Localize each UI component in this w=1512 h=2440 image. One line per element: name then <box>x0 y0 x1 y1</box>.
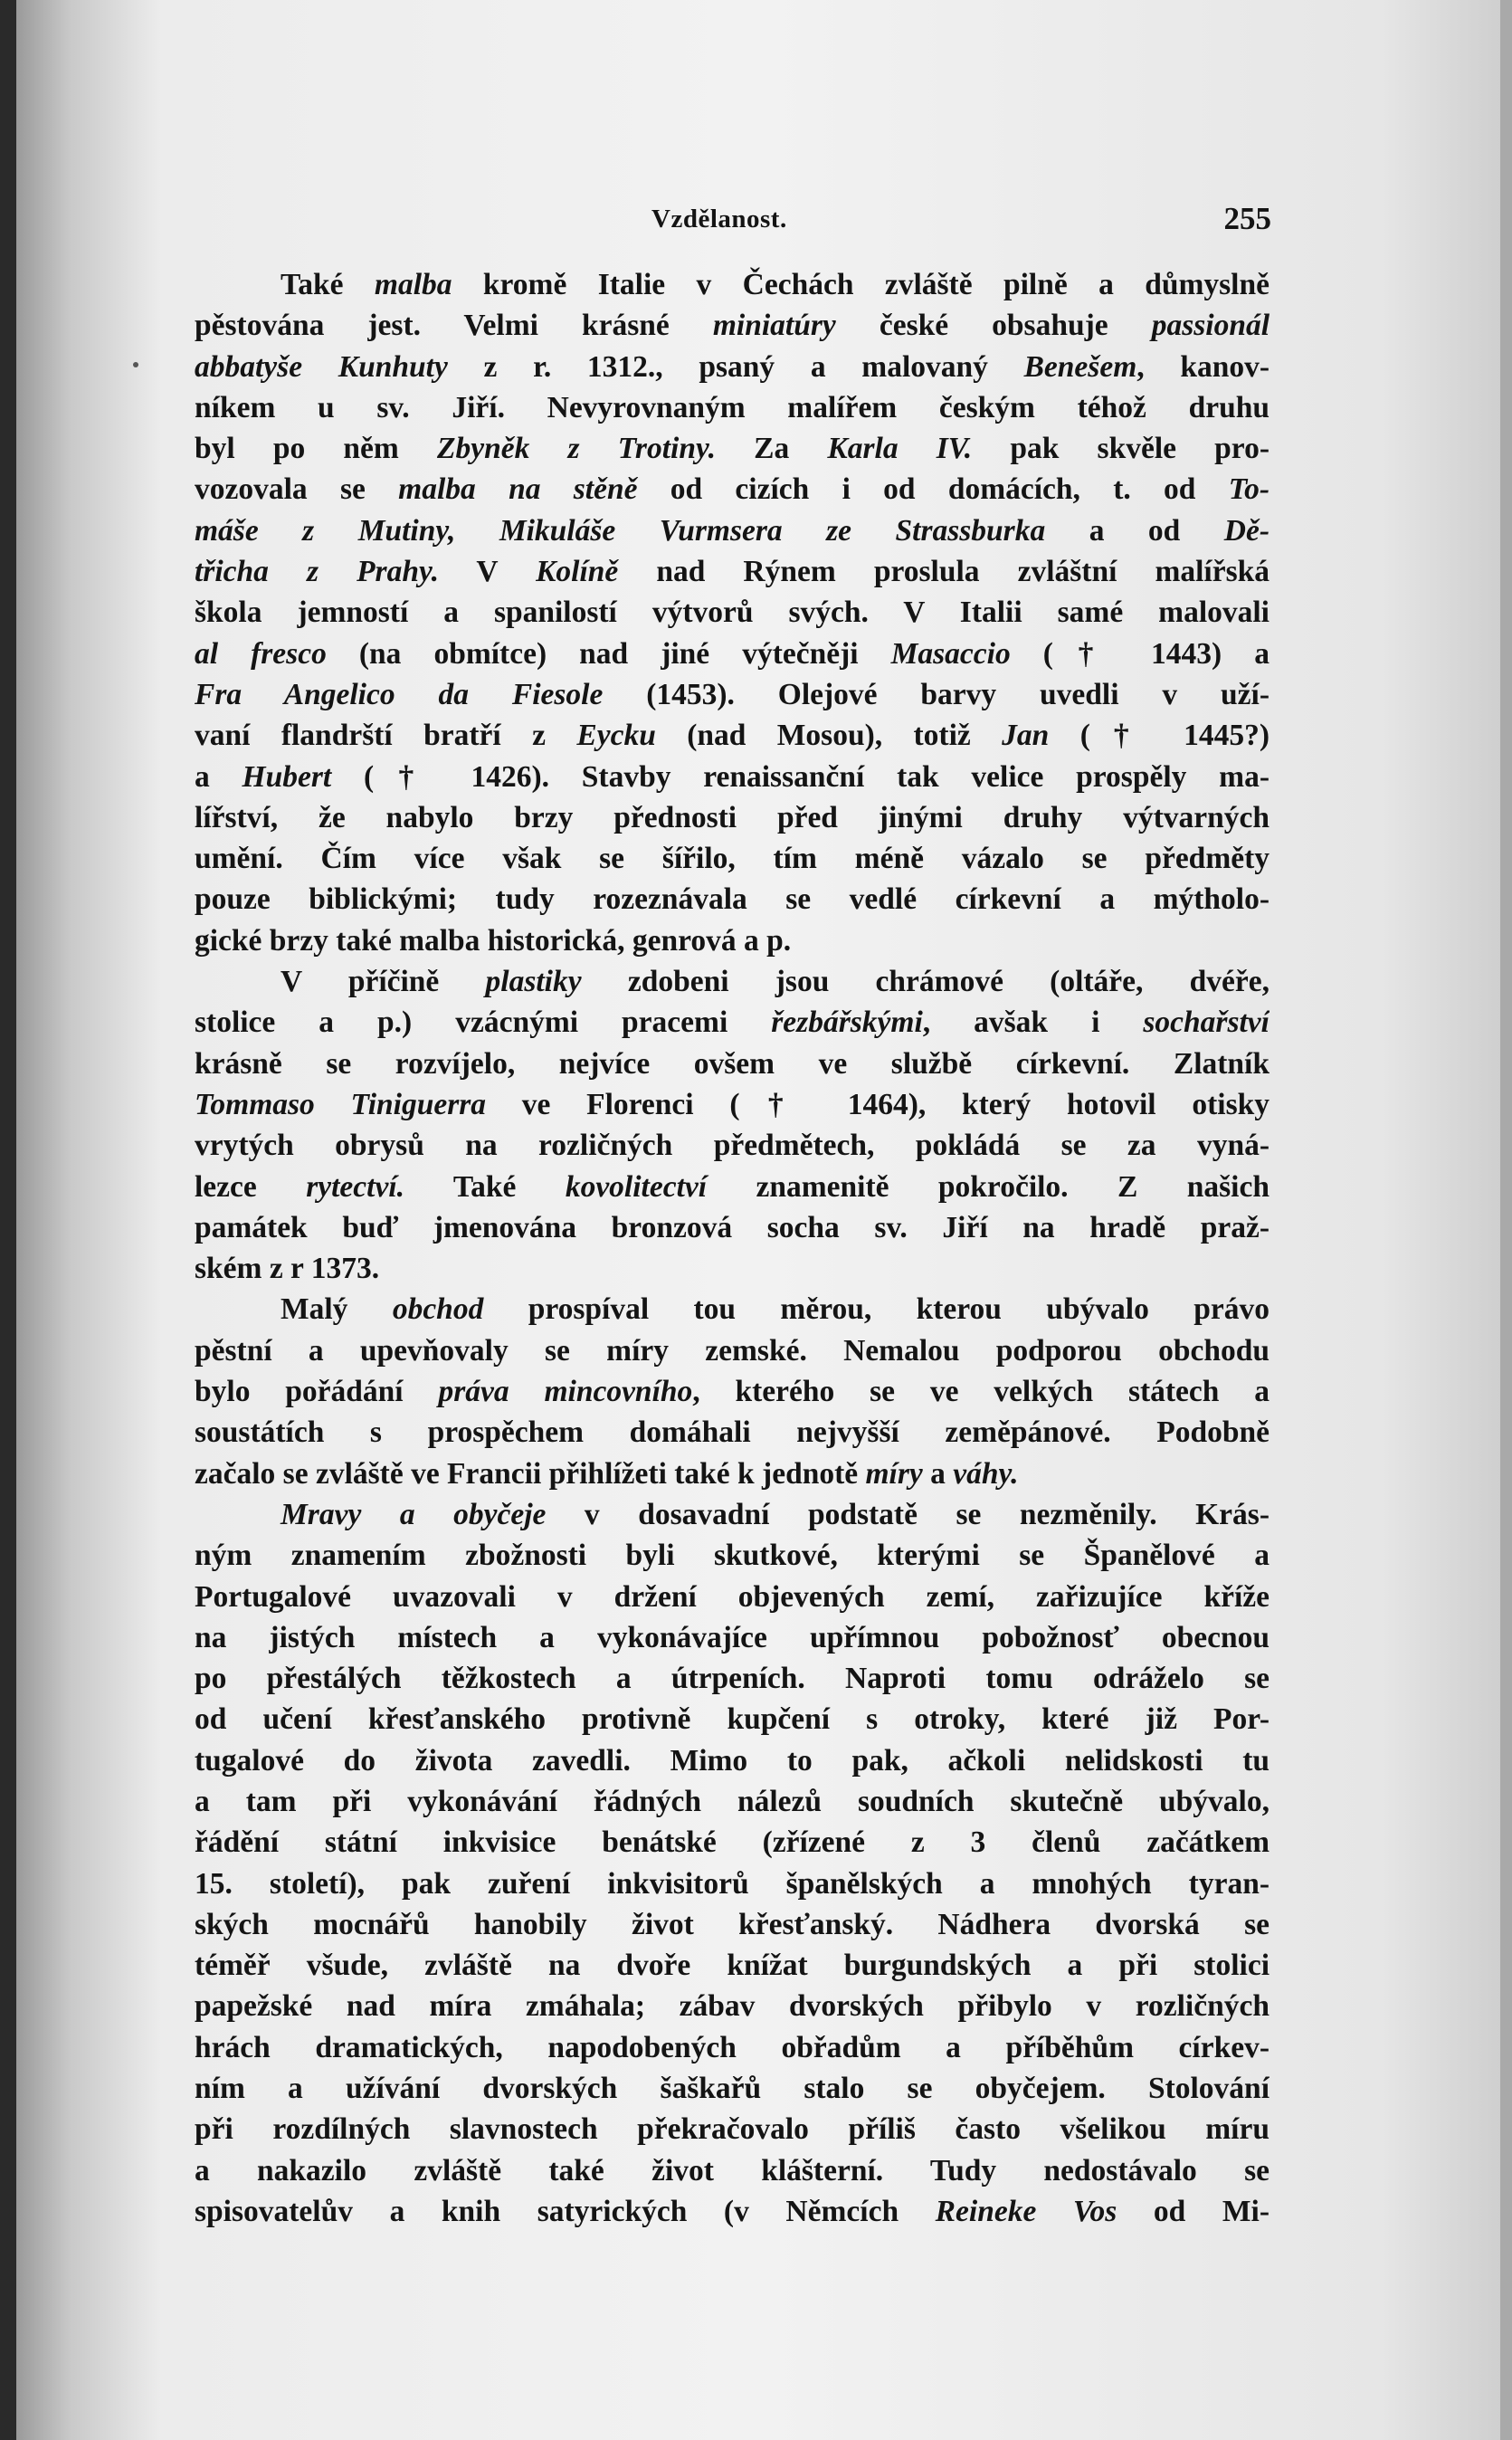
text-run: ním a užívání dvorských šaškařů stalo se obyčejem. Stolování <box>195 2072 1270 2106</box>
text-run: nad Rýnem proslula zvláštní malířská <box>618 555 1270 589</box>
text-line <box>195 1002 1270 1043</box>
italic-term: třicha z Prahy. <box>195 555 439 589</box>
italic-term: Fra Angelico da Fiesole <box>195 677 604 711</box>
text-line <box>195 1658 1270 1699</box>
text-line <box>195 387 1270 428</box>
text-line <box>195 920 1270 961</box>
italic-term: Zbyněk z Trotiny. <box>436 432 716 466</box>
text-line <box>195 2068 1270 2109</box>
text-run: téměř všude, zvláště na dvoře knížat burgundských a při stolici <box>195 1949 1270 1983</box>
italic-term: Reineke Vos <box>935 2194 1117 2228</box>
text-line <box>195 1740 1270 1781</box>
text-run: od Mi- <box>1117 2194 1270 2228</box>
italic-term: kovolitectví <box>565 1169 708 1204</box>
text-run: z r. 1312., psaný a malovaný <box>447 349 1024 384</box>
text-line <box>195 1945 1270 1986</box>
italic-term: Mravy a obyčeje <box>281 1497 547 1531</box>
italic-term: máše z Mutiny, Mikuláše Vurmsera ze Strassburka <box>195 513 1046 548</box>
text-line <box>195 1781 1270 1822</box>
italic-term: Hubert <box>242 759 332 794</box>
text-run: pěstována jest. Velmi krásné <box>195 309 713 343</box>
italic-term: Eycku <box>576 719 656 753</box>
page-number: 255 <box>1223 201 1271 236</box>
text-run: († 1443) a <box>1010 636 1270 671</box>
text-run: od cizích i od domácích, t. od <box>637 472 1229 507</box>
running-head: Vzdělanost. <box>651 205 787 234</box>
text-run: škola jemností a spanilostí výtvorů svých. V Italii samé malovali <box>195 596 1270 630</box>
text-run: níkem u sv. Jiří. Nevyrovnaným malířem českým téhož druhu <box>195 390 1270 424</box>
text-line <box>195 1577 1270 1617</box>
text-line <box>195 1044 1270 1084</box>
text-run: gické brzy také malba historická, genrová a p. <box>195 923 792 958</box>
text-run: na jistých místech a vykonávajíce upřímnou pobožnosť obecnou <box>195 1620 1270 1654</box>
italic-term: Kolíně <box>536 555 619 589</box>
italic-term: sochařství <box>1143 1006 1270 1040</box>
italic-term: váhy. <box>953 1456 1019 1491</box>
text-run: Také <box>281 268 375 301</box>
text-line <box>195 1289 1270 1330</box>
italic-term: Karla IV. <box>827 432 973 466</box>
margin-speck <box>133 362 138 367</box>
text-run: po přestálých těžkostech a útrpeních. Naproti tomu odráželo se <box>195 1662 1270 1696</box>
text-line <box>195 1125 1270 1166</box>
text-line <box>195 1494 1270 1535</box>
text-line <box>195 961 1270 1002</box>
italic-term: Dě- <box>1223 513 1270 548</box>
text-line <box>195 428 1270 469</box>
text-run: české obsahuje <box>835 309 1152 343</box>
text-line <box>195 1371 1270 1412</box>
text-run: , kanov- <box>1136 349 1270 384</box>
text-run: ným znamením zbožnosti byli skutkové, kterými se Španělové a <box>195 1539 1270 1573</box>
text-run: († 1426). Stavby renaissanční tak velice prospěly ma- <box>331 759 1270 794</box>
text-run: v dosavadní podstatě se nezměnily. Krás- <box>546 1497 1270 1531</box>
text-run: a tam při vykonávání řádných nálezů soudních skutečně ubývalo, <box>195 1784 1270 1818</box>
italic-term: malba na stěně <box>398 472 638 507</box>
text-run: prospíval tou měrou, kterou ubývalo právo <box>483 1292 1270 1327</box>
text-run: bylo pořádání <box>195 1375 439 1409</box>
italic-term: rytectví. <box>306 1169 405 1204</box>
text-run: vaní flandrští bratří z <box>195 719 577 753</box>
text-run: stolice a p.) vzácnými pracemi <box>195 1006 772 1040</box>
italic-term: abbatyše Kunhuty <box>195 349 448 384</box>
italic-term: Jan <box>1002 719 1050 753</box>
text-line <box>195 1207 1270 1248</box>
text-line <box>195 674 1270 715</box>
text-line <box>195 1412 1270 1453</box>
text-run: tugalové do života zavedli. Mimo to pak, ačkoli nelidskosti tu <box>195 1743 1270 1778</box>
text-line <box>195 838 1270 879</box>
text-run: (na obmítce) nad jiné výtečněji <box>326 636 891 671</box>
text-run: a <box>195 759 242 794</box>
italic-term: Tommaso Tiniguerra <box>195 1087 487 1121</box>
italic-term: al fresco <box>195 636 327 671</box>
text-run: byl po něm <box>195 432 437 466</box>
text-line <box>195 757 1270 797</box>
text-run: vrytých obrysů na rozličných předmětech, pokládá se za vyná- <box>195 1129 1270 1163</box>
text-run: (1453). Olejové barvy uvedli v uží- <box>603 677 1270 711</box>
italic-term: plastiky <box>485 965 582 999</box>
text-line <box>195 1863 1270 1904</box>
text-run: (nad Mosou), totiž <box>655 719 1003 753</box>
text-run: Za <box>715 432 828 466</box>
text-run: , avšak i <box>922 1006 1144 1040</box>
text-line <box>195 1904 1270 1945</box>
text-line <box>195 551 1270 592</box>
text-line <box>195 1084 1270 1125</box>
text-run: lezce <box>195 1169 307 1204</box>
text-run: pouze biblickými; tudy rozeznávala se vedlé církevní a mýtholo- <box>195 882 1270 917</box>
italic-term: malba <box>374 268 452 301</box>
text-run: řádění státní inkvisice benátské (zřízené z 3 členů začátkem <box>195 1825 1270 1860</box>
italic-term: řezbářskými <box>771 1006 923 1040</box>
text-line <box>195 634 1270 674</box>
text-line <box>195 2027 1270 2068</box>
text-run: vozovala se <box>195 472 399 507</box>
text-run: V příčině <box>281 965 486 999</box>
text-run: od učení křesťanského protivně kupčení s otroky, které již Por- <box>195 1702 1270 1737</box>
text-line <box>195 1167 1270 1207</box>
text-run: soustátích s prospěchem domáhali nejvyšší zeměpánové. Podobně <box>195 1415 1270 1450</box>
text-line <box>195 347 1270 387</box>
text-run: zdobeni jsou chrámové (oltáře, dvéře, <box>581 965 1270 999</box>
italic-term: Masaccio <box>890 636 1011 671</box>
text-line <box>195 2150 1270 2191</box>
body-text <box>195 264 1270 2232</box>
text-line <box>195 797 1270 838</box>
text-run: pěstní a upevňovaly se míry zemské. Nemalou podporou obchodu <box>195 1333 1270 1368</box>
italic-term: práva mincovního <box>438 1375 693 1409</box>
text-line <box>195 1617 1270 1658</box>
text-line <box>195 2109 1270 2149</box>
text-run: památek buď jmenována bronzová socha sv. Jiří na hradě praž- <box>195 1210 1270 1244</box>
italic-term: Benešem <box>1023 349 1137 384</box>
text-line <box>195 2191 1270 2232</box>
text-line <box>195 879 1270 920</box>
binding-edge <box>0 0 16 2440</box>
text-run: V <box>438 555 537 589</box>
text-run: Malý <box>281 1292 393 1327</box>
text-run: a nakazilo zvláště také život klášterní. Tudy nedostávalo se <box>195 2153 1270 2187</box>
text-run: kromě Italie v Čechách zvláště pilně a důmyslně <box>452 268 1270 301</box>
text-run: papežské nad míra zmáhala; zábav dvorských přibylo v rozličných <box>195 1989 1270 2024</box>
italic-term: obchod <box>392 1292 484 1327</box>
text-run: ských mocnářů hanobily život křesťanský. Nádhera dvorská se <box>195 1907 1270 1941</box>
text-run: krásně se rozvíjelo, nejvíce ovšem ve službě církevní. Zlatník <box>195 1046 1270 1081</box>
italic-term: miniatúry <box>712 309 836 343</box>
text-run: pak skvěle pro- <box>972 432 1270 466</box>
text-run: Také <box>404 1169 566 1204</box>
text-line <box>195 510 1270 551</box>
text-line <box>195 1822 1270 1863</box>
text-run: a od <box>1045 513 1224 548</box>
text-line <box>195 715 1270 756</box>
text-line <box>195 1330 1270 1371</box>
text-run: umění. Čím více však se šířilo, tím méně vázalo se předměty <box>195 842 1270 876</box>
text-run: začalo se zvláště ve Francii přihlížeti také k jednotě <box>195 1456 866 1491</box>
text-run: 15. století), pak zuření inkvisitorů španělských a mnohých tyran- <box>195 1866 1270 1901</box>
italic-term: míry <box>865 1456 923 1491</box>
text-run: spisovatelův a knih satyrických (v Němcích <box>195 2194 936 2228</box>
text-line <box>195 469 1270 510</box>
italic-term: To- <box>1228 472 1270 507</box>
text-line <box>195 1699 1270 1739</box>
text-line <box>195 264 1270 305</box>
text-run: lířství, že nabylo brzy přednosti před jinými druhy výtvarných <box>195 800 1270 834</box>
page-header <box>190 201 1271 241</box>
text-run: ském z r 1373. <box>195 1252 380 1286</box>
text-line <box>195 1248 1270 1289</box>
italic-term: passionál <box>1151 309 1270 343</box>
text-line <box>195 1986 1270 2026</box>
text-line <box>195 305 1270 346</box>
text-run: při rozdílných slavnostech překračovalo příliš často všelikou míru <box>195 2112 1270 2147</box>
text-run: hrách dramatických, napodobených obřadům a příběhům církev- <box>195 2030 1270 2064</box>
text-line <box>195 1454 1270 1494</box>
text-run: znamenitě pokročilo. Z našich <box>707 1169 1270 1204</box>
text-line <box>195 1535 1270 1576</box>
text-run: a <box>922 1456 954 1491</box>
text-run: , kterého se ve velkých státech a <box>692 1375 1270 1409</box>
text-run: Portugalové uvazovali v držení objevených zemí, zařizujíce kříže <box>195 1579 1270 1614</box>
text-line <box>195 592 1270 633</box>
text-run: († 1445?) <box>1049 719 1270 753</box>
text-run: ve Florenci († 1464), který hotovil otisky <box>486 1087 1270 1121</box>
